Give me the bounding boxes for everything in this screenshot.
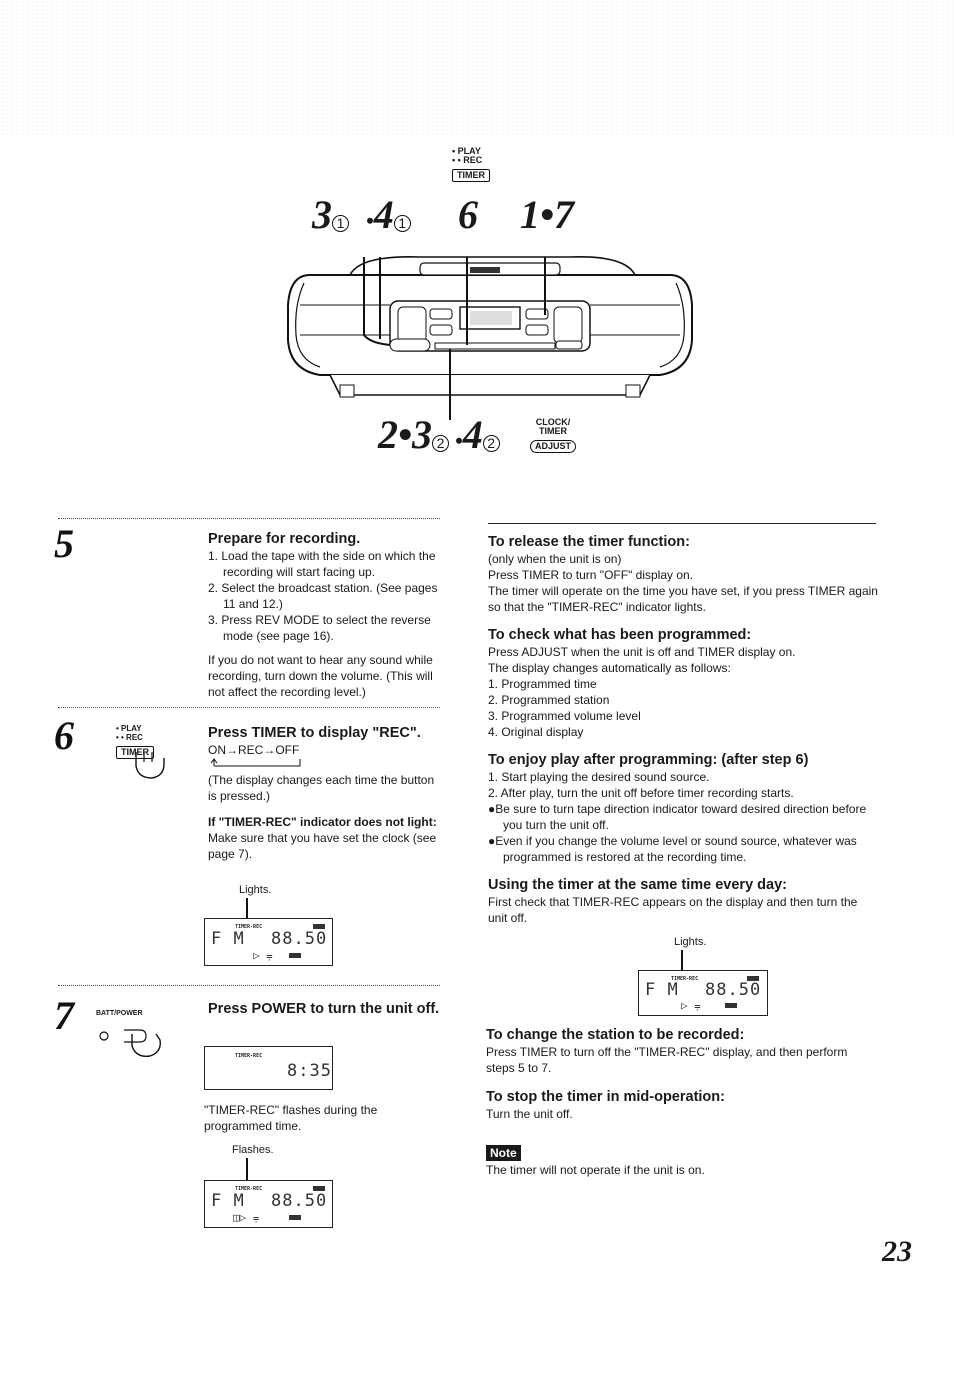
step6-number: 6 — [54, 713, 74, 758]
step5-heading: Prepare for recording. — [208, 531, 361, 547]
lcd-tape-direction-icon: ▷ ⩦ — [253, 949, 273, 962]
change-heading: To change the station to be recorded: — [486, 1027, 745, 1043]
label-1-7: 1•7 — [520, 192, 575, 237]
lcd-tape-direction-icon: ◫▷ ⩦ — [233, 1211, 260, 1224]
step7-heading: Press POWER to turn the unit off. — [208, 1001, 440, 1017]
step7-block — [208, 1000, 444, 1018]
release-line: Press TIMER to turn "OFF" display on. — [488, 568, 694, 582]
right-column-lower — [486, 1026, 876, 1178]
label-4-circle: 1 — [394, 215, 411, 232]
label-4b-num: 4 — [462, 412, 483, 457]
lcd-indicator-icon — [289, 953, 301, 958]
step5-number: 5 — [54, 521, 74, 566]
check-item: 1. Programmed time — [488, 677, 597, 691]
lcd-indicator-icon — [289, 1215, 301, 1220]
check-heading: To check what has been programmed: — [488, 627, 752, 643]
label-3-num: 3 — [312, 192, 332, 237]
step7-desc: "TIMER-REC" flashes during the programmed time. — [204, 1103, 378, 1133]
check-item: 4. Original display — [488, 725, 584, 739]
timer-label: TIMER — [539, 426, 567, 436]
lcd-tape-direction-icon: ▷ ⩦ — [681, 999, 701, 1012]
adjust-button-label: ADJUST — [530, 440, 576, 453]
change-text: Press TIMER to turn off the "TIMER-REC" display, and then perform steps 5 to 7. — [486, 1045, 848, 1075]
power-hand-icon — [96, 1020, 170, 1060]
lcd-frequency: 88.50 — [705, 980, 762, 1000]
check-line: Press ADJUST when the unit is off and TIMER display on. — [488, 645, 796, 659]
step7-power-icon — [96, 1002, 170, 1060]
step6-lcd — [204, 918, 333, 966]
hand-press-icon — [130, 752, 170, 782]
step5-note: If you do not want to hear any sound while recording, turn down the volume. (This will not affect the recording level.) — [208, 653, 433, 699]
lcd-time: 8:35 — [287, 1061, 332, 1081]
enjoy-list — [488, 769, 878, 865]
right-column-rule — [488, 523, 876, 524]
release-line: (only when the unit is on) — [488, 552, 622, 566]
divider-step7 — [58, 985, 440, 986]
step6-timer-button: TIMER — [116, 746, 154, 759]
step7-lcd-time — [204, 1046, 333, 1090]
release-heading: To release the timer function: — [488, 534, 690, 550]
release-line: The timer will operate on the time you have set, if you press TIMER again so that the "TIMER-REC" indicator lights. — [488, 584, 878, 614]
label-2-3-num: 2•3 — [378, 412, 433, 457]
adjust-tag — [530, 418, 576, 454]
label-4-num: 4 — [373, 192, 394, 237]
step7-number: 7 — [54, 993, 74, 1038]
step7-lcd-station — [204, 1180, 333, 1228]
step6-block — [208, 724, 444, 862]
sameday-text: First check that TIMER-REC appears on the display and then turn the unit off. — [488, 895, 858, 925]
note-text: The timer will not operate if the unit is on. — [486, 1163, 705, 1177]
lcd-timer-rec-tag: TIMER-REC — [235, 1053, 263, 1059]
lcd-timer-rec-tag: TIMER-REC — [235, 1186, 263, 1192]
label-4b-circle: 2 — [483, 435, 500, 452]
step6-subhead: If "TIMER-REC" indicator does not light: — [208, 815, 437, 829]
step6-play-label: • PLAY — [116, 724, 142, 733]
check-item: 2. Programmed station — [488, 693, 610, 707]
boombox-illustration — [280, 235, 700, 435]
label-4-2: •4 2 — [455, 415, 500, 461]
step6-timer-icon — [116, 724, 154, 760]
step7-desc-block — [204, 1102, 440, 1134]
stop-heading: To stop the timer in mid-operation: — [486, 1089, 725, 1105]
label-6: 6 — [458, 192, 478, 237]
note-label: Note — [486, 1145, 521, 1161]
step5-list — [208, 548, 444, 644]
label-2-3-circle: 2 — [432, 435, 449, 452]
enjoy-item: ●Be sure to turn tape direction indicator toward desired direction before you turn the unit off. — [488, 802, 867, 832]
lcd-timer-rec-tag: TIMER-REC — [671, 976, 699, 982]
lcd-indicator-icon — [725, 1003, 737, 1008]
cycle-return-arrow — [208, 758, 304, 768]
stop-text: Turn the unit off. — [486, 1107, 573, 1121]
enjoy-item: 2. After play, turn the unit off before timer recording starts. — [488, 786, 794, 800]
label-3-1 — [312, 192, 349, 237]
divider-step6 — [58, 707, 440, 708]
check-item: 3. Programmed volume level — [488, 709, 641, 723]
check-list — [488, 676, 878, 740]
top-speckle-band — [0, 0, 954, 135]
divider-step5 — [58, 518, 440, 519]
label-2-3-2 — [378, 412, 449, 457]
enjoy-item: 1. Start playing the desired sound source. — [488, 770, 710, 784]
page-number: 23 — [882, 1235, 912, 1268]
label-3-circle: 1 — [332, 215, 349, 232]
step5-item: 3. Press REV MODE to select the reverse mode (see page 16). — [208, 613, 431, 643]
step5-item: 2. Select the broadcast station. (See pages 11 and 12.) — [208, 581, 438, 611]
sameday-lcd — [638, 970, 768, 1016]
lcd-frequency: 88.50 — [271, 929, 328, 949]
top-timer-tag — [452, 147, 490, 183]
top-rec-label: • • REC — [452, 155, 483, 165]
step6-heading: Press TIMER to display "REC". — [208, 725, 421, 741]
top-timer-button-label: TIMER — [452, 169, 490, 182]
sameday-heading: Using the timer at the same time every day: — [488, 877, 787, 893]
step6-cycle: ON→REC→OFF — [208, 743, 300, 757]
lcd-band: F M — [211, 1191, 245, 1211]
right-column — [488, 533, 878, 926]
enjoy-item: ●Even if you change the volume level or sound source, whatever was programmed is restored at the recording time. — [488, 834, 857, 864]
step7-caption: Flashes. — [232, 1144, 274, 1156]
label-4-1: •4 1 — [366, 195, 411, 241]
step6-subtext: Make sure that you have set the clock (see page 7). — [208, 831, 437, 861]
lcd-timer-rec-tag: TIMER-REC — [235, 924, 263, 930]
step7-power-label: BATT/POWER — [96, 1010, 143, 1017]
step5-block — [208, 530, 444, 700]
sameday-caption: Lights. — [674, 936, 707, 948]
lcd-frequency: 88.50 — [271, 1191, 328, 1211]
lcd-band: F M — [211, 929, 245, 949]
step6-caption: Lights. — [239, 884, 272, 896]
step5-item: 1. Load the tape with the side on which the recording will start facing up. — [208, 549, 436, 579]
top-play-label: • PLAY — [452, 146, 481, 156]
step6-desc: (The display changes each time the button is pressed.) — [208, 773, 435, 803]
enjoy-heading: To enjoy play after programming: (after step 6) — [488, 752, 809, 768]
check-line: The display changes automatically as follows: — [488, 661, 731, 675]
step6-rec-label: • • REC — [116, 733, 143, 742]
clock-label: CLOCK/ — [535, 417, 571, 427]
lcd-band: F M — [645, 980, 679, 1000]
